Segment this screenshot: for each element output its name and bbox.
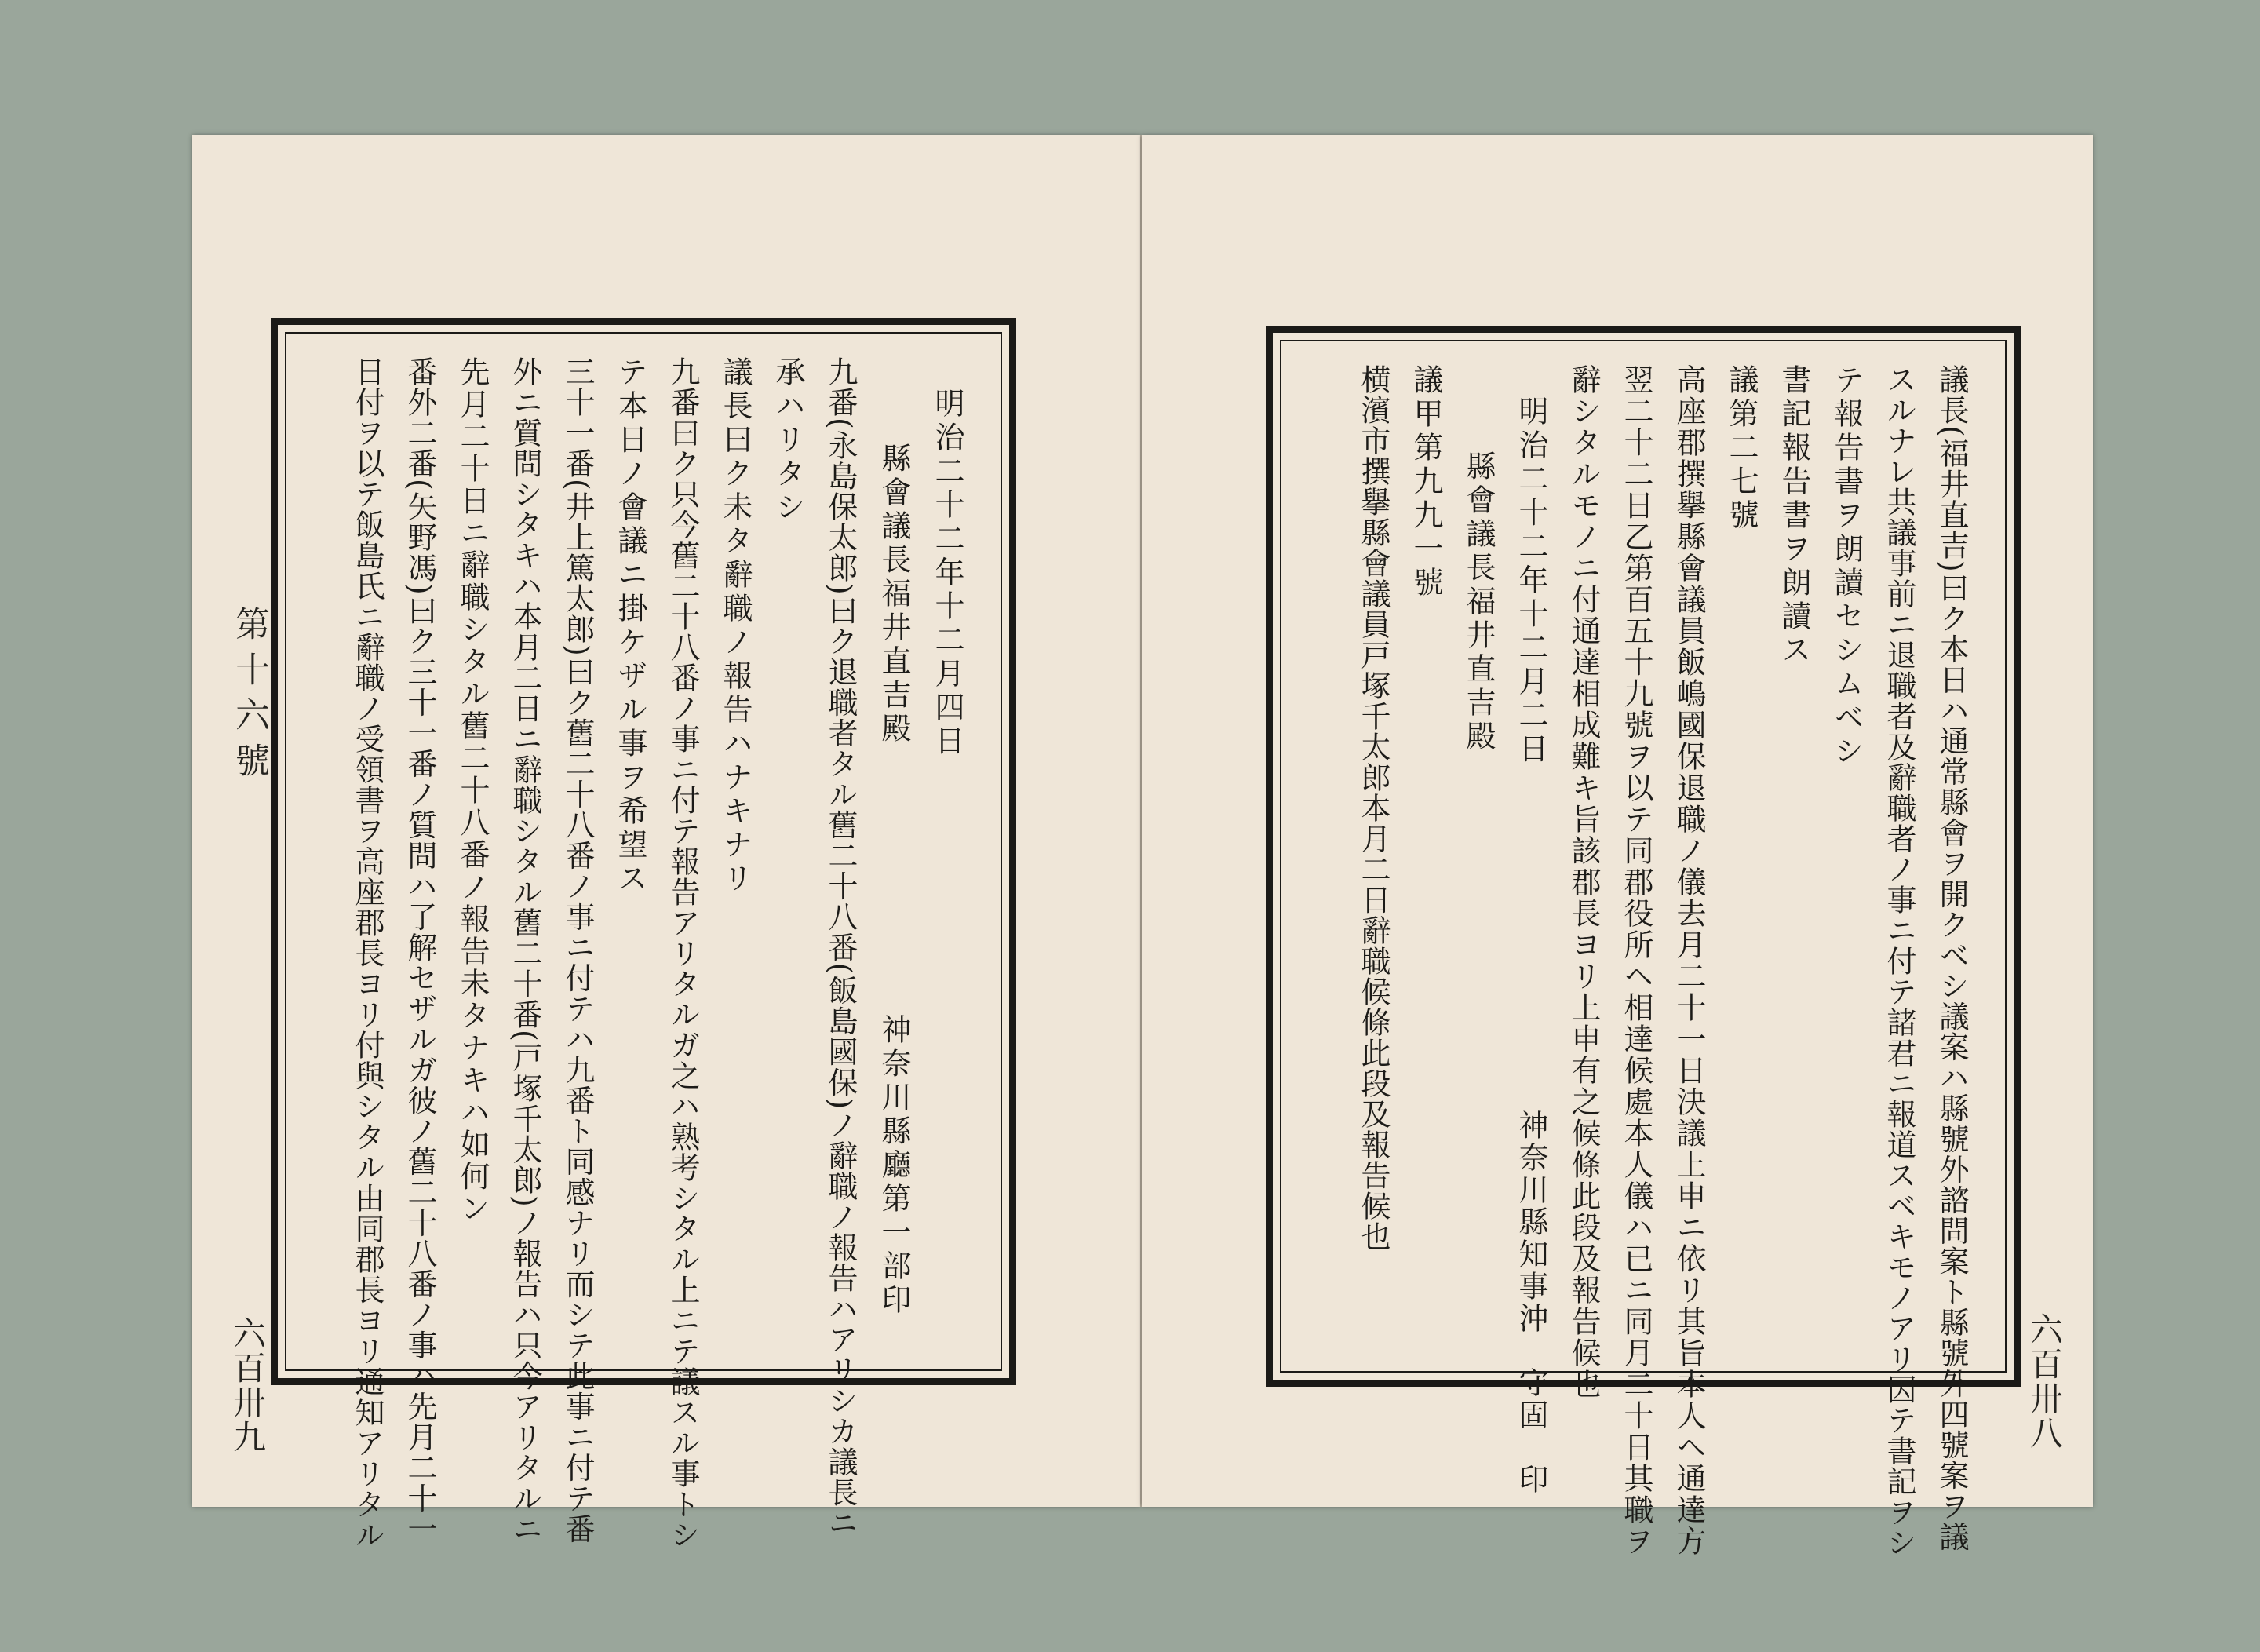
text-line: テ本日ノ會議ニ掛ケザル事ヲ希望ス: [613, 356, 647, 896]
text-line: 議第二七號: [1724, 364, 1759, 533]
text-frame-left: [271, 318, 1016, 1550]
text-line: 翌二十二日乙第百五十九號ヲ以テ同郡役所ヘ相達候處本人儀ハ已ニ同月二十日其職ヲ: [1619, 364, 1653, 1557]
text-line: 番外二番(矢野馮)曰ク三十一番ノ質問ハ了解セザルガ彼ノ舊二十八番ノ事ハ先月二十一: [403, 356, 437, 1544]
text-frame-right: [1266, 326, 2021, 1558]
text-line: 承ハリタシ: [771, 356, 805, 525]
text-line: 先月二十日ニ辭職シタル舊二十八番ノ報告未タナキハ如何ン: [455, 356, 490, 1225]
text-line: 九番曰ク只今舊二十八番ノ事ニ付テ報告アリタルガ之ハ熟考シタル上ニテ議スル事トシ: [665, 356, 700, 1550]
text-line: 議甲第九九一號: [1409, 364, 1443, 600]
right-page: [1142, 135, 2093, 1558]
text-line: 明治二十二年十二月二日: [1514, 396, 1548, 767]
text-line: 三十一番(井上篤太郎)曰ク舊二十八番ノ事ニ付テハ九番ト同感ナリ而シテ此事ニ付テ番: [560, 356, 595, 1544]
text-line: 日付ヲ以テ飯島氏ニ辭職ノ受領書ヲ高座郡長ヨリ付與シタル由同郡長ヨリ通知アリタル: [350, 356, 385, 1550]
left-page: [192, 135, 1140, 1550]
page-number-right: 六百卅八: [2025, 1312, 2064, 1450]
text-line: 辭シタルモノニ付通達相成難キ旨該郡長ヨリ上申有之候條此段及報告候也: [1566, 364, 1601, 1400]
text-line: 議長(福井直吉)曰ク本日ハ通常縣會ヲ開クベシ議案ハ縣號外諮問案ト縣號外四號案ヲ議: [1934, 364, 1969, 1552]
text-line: 縣會議長福井直吉殿: [1461, 450, 1496, 754]
text-line: 書記報告書ヲ朗讀ス: [1777, 364, 1811, 668]
text-line: 明治二十二年十二月四日: [930, 388, 964, 759]
text-line: 議長曰ク未タ辭職ノ報告ハナキナリ: [718, 356, 753, 896]
text-line: テ報告書ヲ朗讀セシムベシ: [1829, 364, 1864, 769]
text-line: 横濱市撰擧縣會議員戸塚千太郎本月二日辭職候條此段及報告候也: [1356, 364, 1391, 1252]
page-number-left: 六百卅九: [228, 1316, 267, 1454]
text-line: 九番(永島保太郎)曰ク退職者タル舊二十八番(飯島國保)ノ辭職ノ報告ハアリシカ議長ニ: [823, 356, 858, 1539]
text-line: スルナレ共議事前ニ退職者及辭職者ノ事ニ付テ諸君ニ報道スベキモノアリ因テ書記ヲシ: [1882, 364, 1916, 1558]
text-line: 外ニ質問シタキハ本月二日ニ辭職シタル舊二十番(戸塚千太郎)ノ報告ハ只今アリタルニ: [508, 356, 542, 1544]
text-line: 高座郡撰擧縣會議員飯嶋國保退職ノ儀去月二十一日決議上申ニ依リ其旨本人ヘ通達方: [1671, 364, 1706, 1557]
text-line: 神奈川縣知事沖 守固 印: [1514, 1110, 1548, 1496]
issue-label: 第十六號: [229, 606, 269, 788]
text-line: 縣會議長福井直吉殿: [877, 443, 911, 746]
text-line: 神奈川縣廳第一部印: [877, 1014, 911, 1318]
